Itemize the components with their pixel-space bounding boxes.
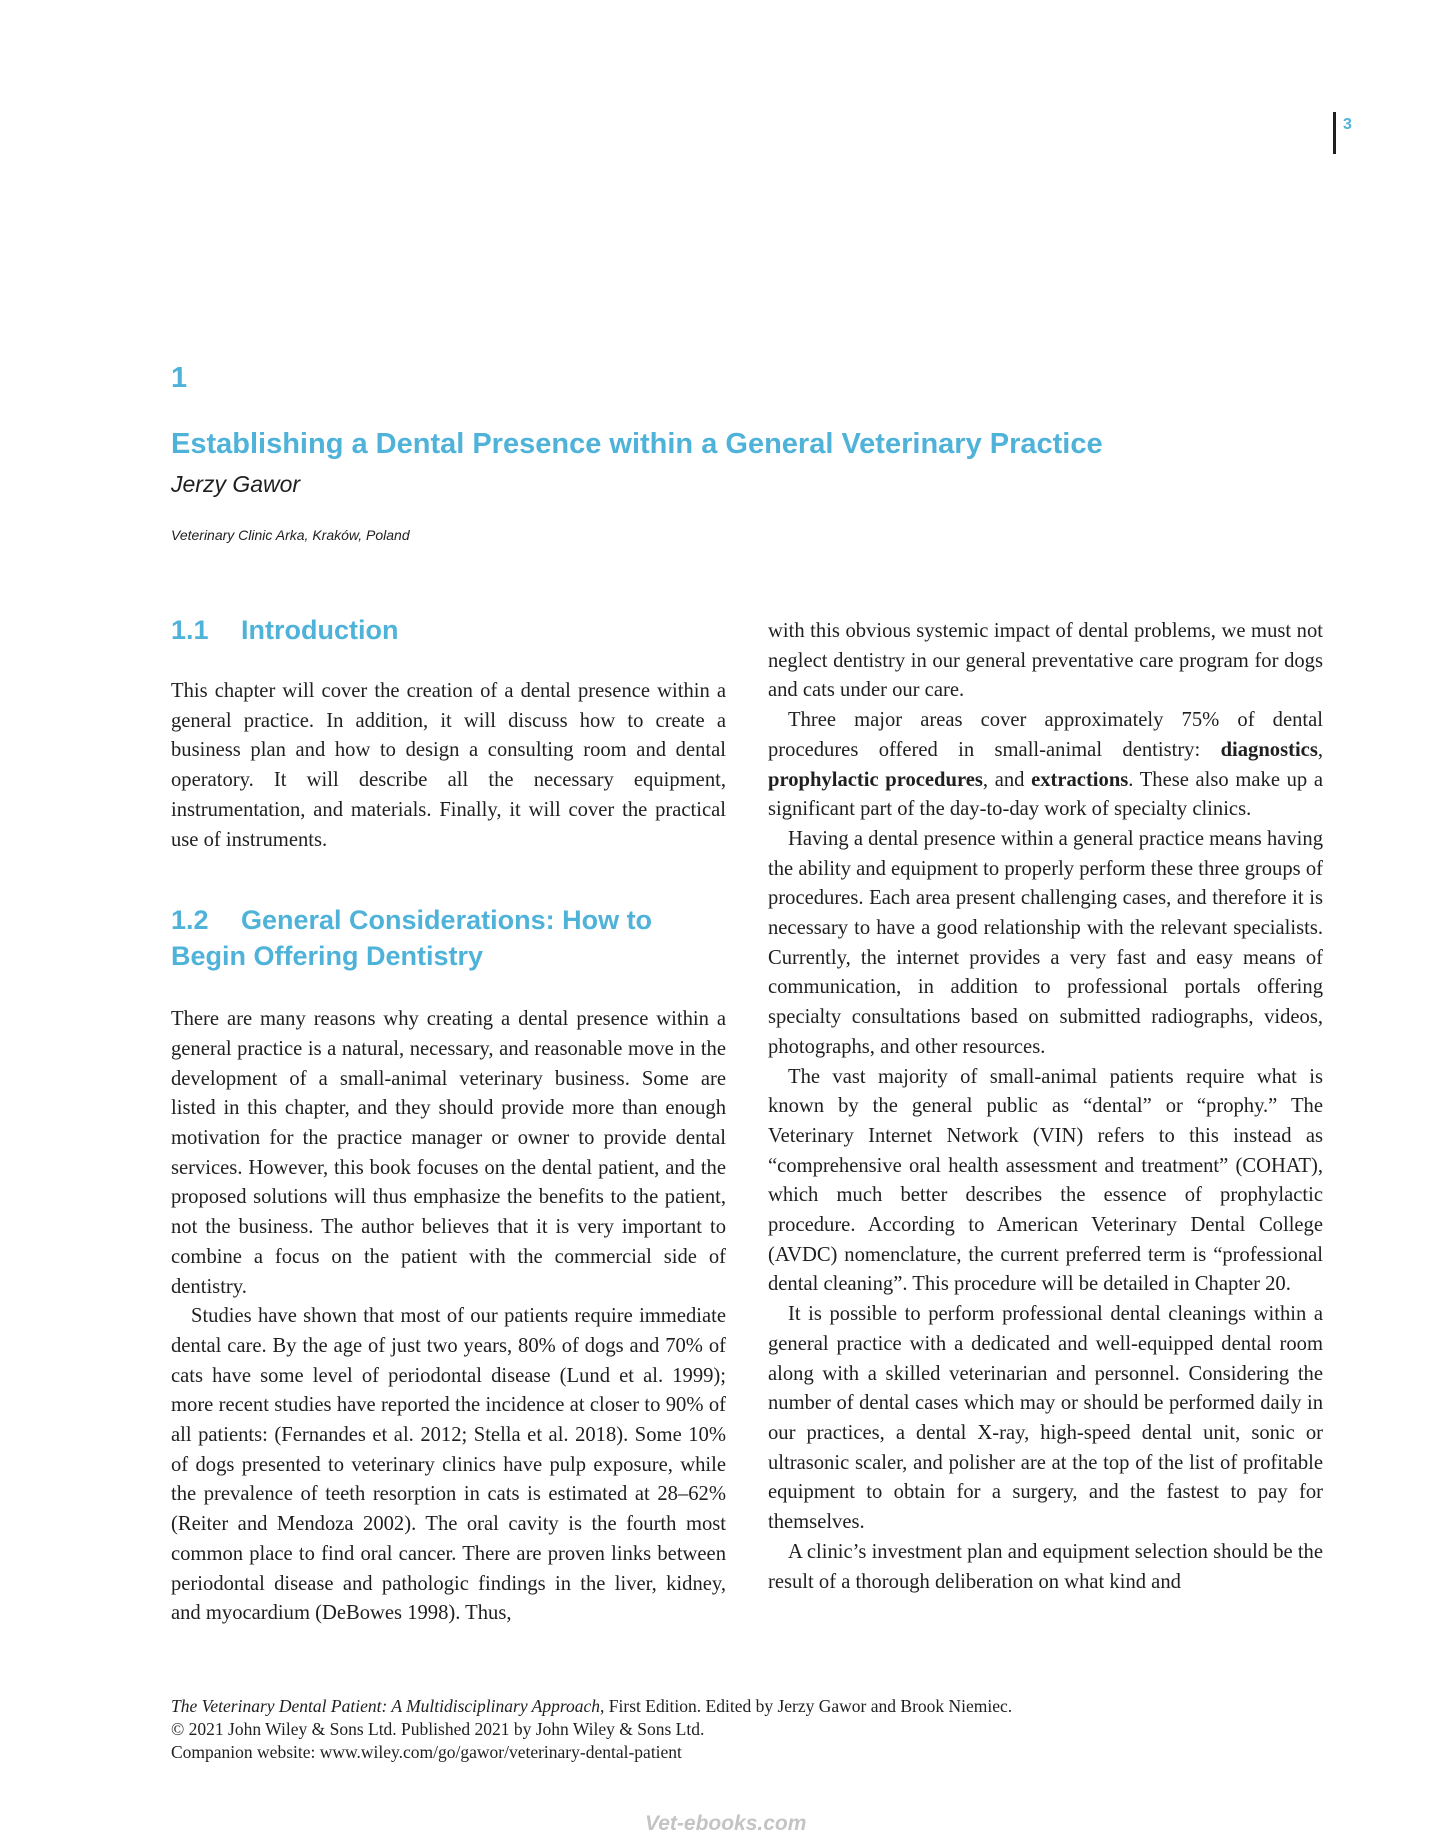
companion-website: Companion website: www.wiley.com/go/gawor/veterinary-dental-patient (171, 1742, 682, 1762)
section-number: 1.2 (171, 905, 209, 936)
chapter-author: Jerzy Gawor (171, 471, 301, 497)
section-heading-introduction (171, 612, 726, 648)
publication-footer (171, 1695, 1012, 1764)
body-paragraph: The vast majority of small-animal patients require what is known by the general public as “dental” or “prophy.” The Veterinary Internet Network (VIN) refers to this instead as “comprehensive oral health assessment and treatment” (COHAT), which much better describes the essence of prophylactic procedure. According to American Veterinary Dental College (AVDC) nomenclature, the current preferred term is “professional dental cleaning”. This procedure will be detailed in Chapter 20. (768, 1065, 1323, 1296)
bold-term-prophylactic: prophylactic procedures (768, 768, 983, 791)
text-run: . These also make up a significant part of the day-to-day work of specialty clinics. (768, 768, 1323, 821)
body-paragraph: Studies have shown that most of our patients require immediate dental care. By the age of just two years, 80% of dogs and 70% of cats have some level of periodontal disease (Lund et al. 1999); more recent studies have reported the incidence at closer to 90% of all patients: (Fernandes et al. 2012; Stella et al. 2018). Some 10% of dogs presented to veterinary clinics have pulp exposure, while the prevalence of teeth resorption in cats is estimated at 28–62% (Reiter and Mendoza 2002). The oral cavity is the fourth most common place to find oral cancer. There are proven links between periodontal disease and pathologic findings in the liver, kidney, and myocardium (DeBowes 1998). Thus, (171, 1305, 726, 1625)
author-affiliation: Veterinary Clinic Arka, Kraków, Poland (171, 527, 410, 543)
body-paragraph: Having a dental presence within a general practice means having the ability and equipment to properly perform these three groups of procedures. Each area present challenging cases, and therefore it is necessary to have a good relationship with the relevant specialists. Currently, the internet provides a very fast and easy means of communication, in addition to professional portals offering specialty consultations based on submitted radiographs, videos, photographs, and other resources. (768, 827, 1323, 1058)
page-number: 3 (1343, 116, 1352, 133)
page-marker-bar (1333, 112, 1336, 154)
text-run: , and (982, 768, 1032, 791)
book-title: The Veterinary Dental Patient: A Multidisciplinary Approach (171, 1696, 601, 1716)
body-paragraph: It is possible to perform professional dental cleanings within a general practice with a dedicated and well-equipped dental room along with a skilled veterinarian and personnel. Considering the number of dental cases which may or should be performed daily in our practices, a dental X-ray, high-speed dental unit, sonic or ultrasonic scaler, and polisher are at the top of the list of profitable equipment to obtain for a surgery, and the fastest to pay for themselves. (768, 1303, 1323, 1534)
section-heading-general-considerations (171, 902, 726, 974)
left-column (171, 612, 726, 1629)
body-paragraph: There are many reasons why creating a dental presence within a general practice is a natural, necessary, and reasonable move in the development of a small-animal veterinary business. Some are listed in this chapter, and they should provide more than enough motivation for the practice manager or owner to provide dental services. However, this book focuses on the dental patient, and the proposed solutions will thus emphasize the benefits to the patient, not the business. The author believes that it is very important to combine a focus on the patient with the commercial side of dentistry. (171, 1008, 726, 1298)
chapter-title: Establishing a Dental Presence within a General Veterinary Practice (171, 428, 1103, 460)
copyright-line: © 2021 John Wiley & Sons Ltd. Published 2021 by John Wiley & Sons Ltd. (171, 1719, 705, 1739)
section-title: General Considerations: How to Begin Offering Dentistry (171, 905, 653, 972)
footer-citation-line (171, 1695, 1012, 1718)
body-paragraph: with this obvious systemic impact of dental problems, we must not neglect dentistry in our general preventative care program for dogs and cats under our care. (768, 620, 1323, 702)
body-paragraph-key-areas (768, 706, 1323, 825)
section-title: Introduction (241, 615, 399, 645)
edition-text: , First Edition. Edited by Jerzy Gawor and Brook Niemiec. (600, 1696, 1013, 1716)
chapter-number: 1 (171, 362, 188, 394)
text-run: , (1317, 738, 1323, 761)
right-column (768, 617, 1323, 1597)
body-paragraph: A clinic’s investment plan and equipment selection should be the result of a thorough deliberation on what kind and (768, 1540, 1323, 1593)
text-run: Three major areas cover approximately 75% of dental procedures offered in small-animal dentistry: (768, 709, 1323, 761)
bold-term-diagnostics: diagnostics (1220, 738, 1318, 761)
watermark-logo: Vet-ebooks.com (645, 1812, 807, 1835)
section-number: 1.1 (171, 615, 209, 645)
bold-term-extractions: extractions (1031, 768, 1129, 791)
intro-paragraph: This chapter will cover the creation of a dental presence within a general practice. In addition, it will discuss how to create a business plan and how to design a consulting room and dental operatory. It will describe all the necessary equipment, instrumentation, and materials. Finally, it will cover the practical use of instruments. (171, 680, 726, 851)
